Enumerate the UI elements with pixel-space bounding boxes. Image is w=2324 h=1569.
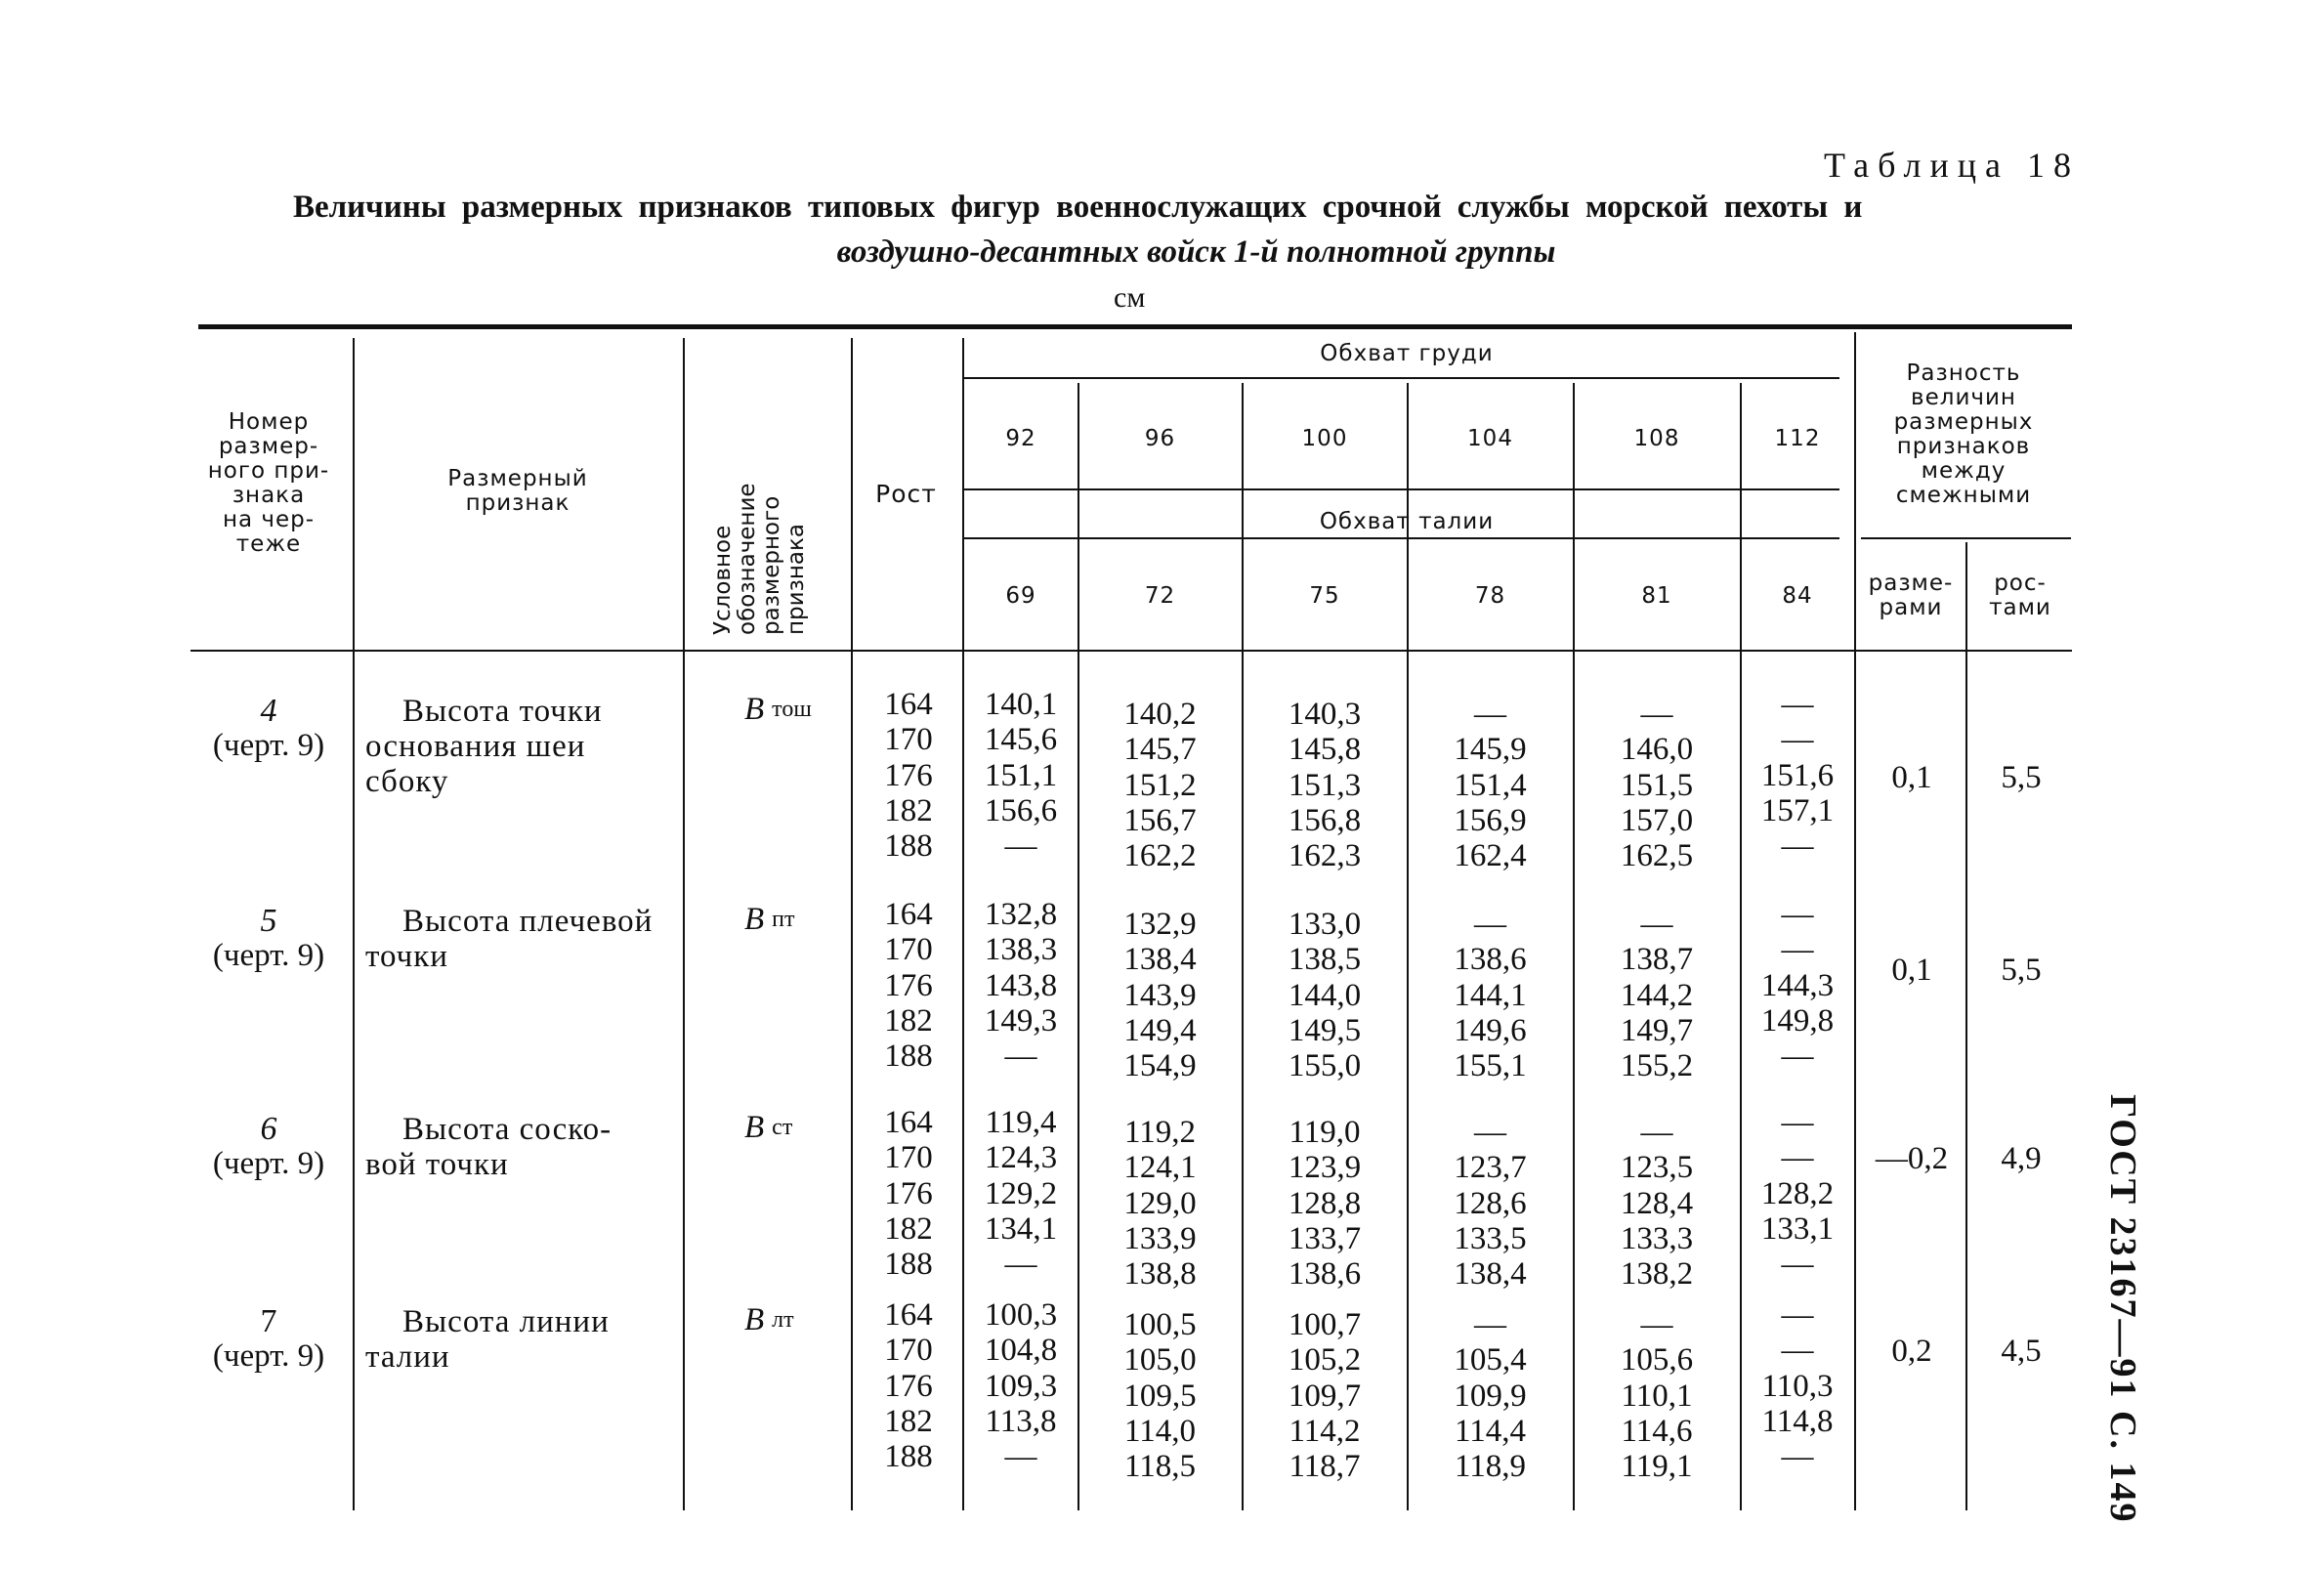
row-heights: 164 170 176 182 188 [884, 687, 933, 865]
row-diff-sizes: 0,2 [1891, 1334, 1932, 1369]
chest-value: 100 [1301, 426, 1348, 451]
col-divider-3 [851, 338, 853, 1510]
row-symbol: B $_{тош}$ [744, 692, 812, 727]
waist-value: 75 [1309, 583, 1340, 609]
chest-value: 92 [1005, 426, 1036, 451]
row-values-92: 119,4 124,3 129,2 134,1 — [984, 1105, 1058, 1283]
row-diff-heights: 4,5 [2001, 1334, 2042, 1369]
col-divider-8 [1573, 383, 1575, 1510]
chest-group-rule [962, 377, 1839, 379]
header-chest-group: Обхват груди [1320, 341, 1494, 366]
row-symbol: B $_{пт}$ [744, 902, 795, 937]
header-diff-group: Разность величин размерных признаков между смежными [1893, 360, 2034, 508]
row-feature-name: Высота соско- вой точки [365, 1112, 613, 1182]
row-values-96: 140,2 145,7 151,2 156,7 162,2 [1123, 697, 1197, 874]
col-divider-4 [962, 338, 964, 1510]
row-values-96: 100,5 105,0 109,5 114,0 118,5 [1123, 1307, 1197, 1485]
chest-value: 112 [1774, 426, 1821, 451]
row-values-96: 119,2 124,1 129,0 133,9 138,8 [1123, 1115, 1197, 1293]
col-divider-6 [1242, 383, 1244, 1510]
waist-value: 84 [1782, 583, 1813, 609]
col-divider-7 [1407, 383, 1409, 1510]
row-values-112: — — 144,3 149,8 — [1760, 897, 1835, 1075]
row-values-104: — 123,7 128,6 133,5 138,4 [1454, 1115, 1527, 1293]
row-values-108: — 123,5 128,4 133,3 138,2 [1620, 1115, 1694, 1293]
waist-value: 69 [1005, 583, 1036, 609]
row-reference: (черт. 9) [212, 938, 325, 973]
col-divider-9 [1740, 383, 1742, 1510]
chest-value: 104 [1467, 426, 1513, 451]
row-values-108: — 138,7 144,2 149,7 155,2 [1620, 907, 1694, 1084]
row-values-100: 140,3 145,8 151,3 156,8 162,3 [1288, 697, 1362, 874]
table-title-line-2: воздушно-десантных войск 1-й полнотной группы [836, 234, 1556, 270]
col-divider-5 [1077, 383, 1079, 1510]
row-number: 4 [260, 693, 277, 729]
chest-values-rule [962, 488, 1839, 490]
row-reference: (черт. 9) [212, 1338, 325, 1374]
header-waist-group: Обхват талии [1319, 509, 1495, 534]
row-values-92: 100,3 104,8 109,3 113,8 — [984, 1297, 1058, 1475]
row-feature-name: Высота плечевой точки [365, 904, 654, 974]
header-number: Номер размер- ного при- знака на чер- теже [207, 409, 330, 557]
row-heights: 164 170 176 182 188 [884, 1297, 933, 1475]
row-diff-sizes: —0,2 [1875, 1141, 1949, 1176]
waist-group-rule [962, 537, 1839, 539]
header-diff-heights: рос- тами [1989, 571, 2051, 620]
row-feature-name: Высота линии талии [365, 1304, 610, 1375]
row-diff-heights: 5,5 [2001, 760, 2042, 795]
diff-group-rule [1861, 537, 2071, 539]
col-divider-2 [683, 338, 685, 1510]
table-number-label: Таблица 18 [1824, 146, 2080, 185]
row-number: 7 [260, 1303, 277, 1339]
row-values-100: 133,0 138,5 144,0 149,5 155,0 [1288, 907, 1362, 1084]
row-diff-sizes: 0,1 [1891, 760, 1932, 795]
row-symbol: B $_{лт}$ [744, 1302, 794, 1337]
row-reference: (черт. 9) [212, 1146, 325, 1181]
header-diff-sizes: разме- рами [1868, 571, 1954, 620]
row-values-92: 140,1 145,6 151,1 156,6 — [984, 687, 1058, 865]
row-diff-heights: 5,5 [2001, 953, 2042, 988]
table-top-rule [198, 324, 2072, 329]
chest-value: 96 [1144, 426, 1176, 451]
row-values-100: 119,0 123,9 128,8 133,7 138,6 [1288, 1115, 1362, 1293]
row-feature-name: Высота точки основания шеи сбоку [365, 694, 603, 799]
table-title-line-1: Величины размерных признаков типовых фигур военнослужащих срочной службы морской пехоты и [293, 190, 1863, 225]
header-symbol: Условное обозначение размерного признака [710, 483, 809, 635]
document-side-label: ГОСТ 23167—91 С. 149 [2102, 1094, 2143, 1524]
row-values-100: 100,7 105,2 109,7 114,2 118,7 [1288, 1307, 1362, 1485]
chest-value: 108 [1633, 426, 1680, 451]
row-heights: 164 170 176 182 188 [884, 1105, 933, 1283]
row-values-104: — 145,9 151,4 156,9 162,4 [1454, 697, 1527, 874]
row-values-112: — — 110,3 114,8 — [1761, 1297, 1834, 1475]
header-bottom-rule [190, 650, 2072, 652]
waist-value: 72 [1144, 583, 1176, 609]
row-number: 6 [260, 1111, 277, 1147]
row-values-108: — 146,0 151,5 157,0 162,5 [1620, 697, 1694, 874]
row-symbol: B $_{ст}$ [744, 1110, 793, 1145]
header-height: Рост [875, 480, 937, 508]
waist-value: 81 [1641, 583, 1672, 609]
row-diff-heights: 4,9 [2001, 1141, 2042, 1176]
col-divider-10 [1854, 332, 1856, 1510]
row-values-104: — 105,4 109,9 114,4 118,9 [1454, 1307, 1527, 1485]
row-values-112: — — 151,6 157,1 — [1760, 687, 1835, 865]
row-heights: 164 170 176 182 188 [884, 897, 933, 1075]
unit-label: см [1114, 281, 1146, 314]
row-diff-sizes: 0,1 [1891, 953, 1932, 988]
col-divider-1 [353, 338, 355, 1510]
row-values-112: — — 128,2 133,1 — [1760, 1105, 1835, 1283]
row-values-104: — 138,6 144,1 149,6 155,1 [1454, 907, 1527, 1084]
header-feature: Размерный признак [447, 466, 588, 516]
row-values-96: 132,9 138,4 143,9 149,4 154,9 [1123, 907, 1197, 1084]
waist-value: 78 [1474, 583, 1506, 609]
row-values-92: 132,8 138,3 143,8 149,3 — [984, 897, 1058, 1075]
row-reference: (черт. 9) [212, 728, 325, 763]
row-values-108: — 105,6 110,1 114,6 119,1 [1620, 1307, 1694, 1485]
row-number: 5 [260, 903, 277, 939]
